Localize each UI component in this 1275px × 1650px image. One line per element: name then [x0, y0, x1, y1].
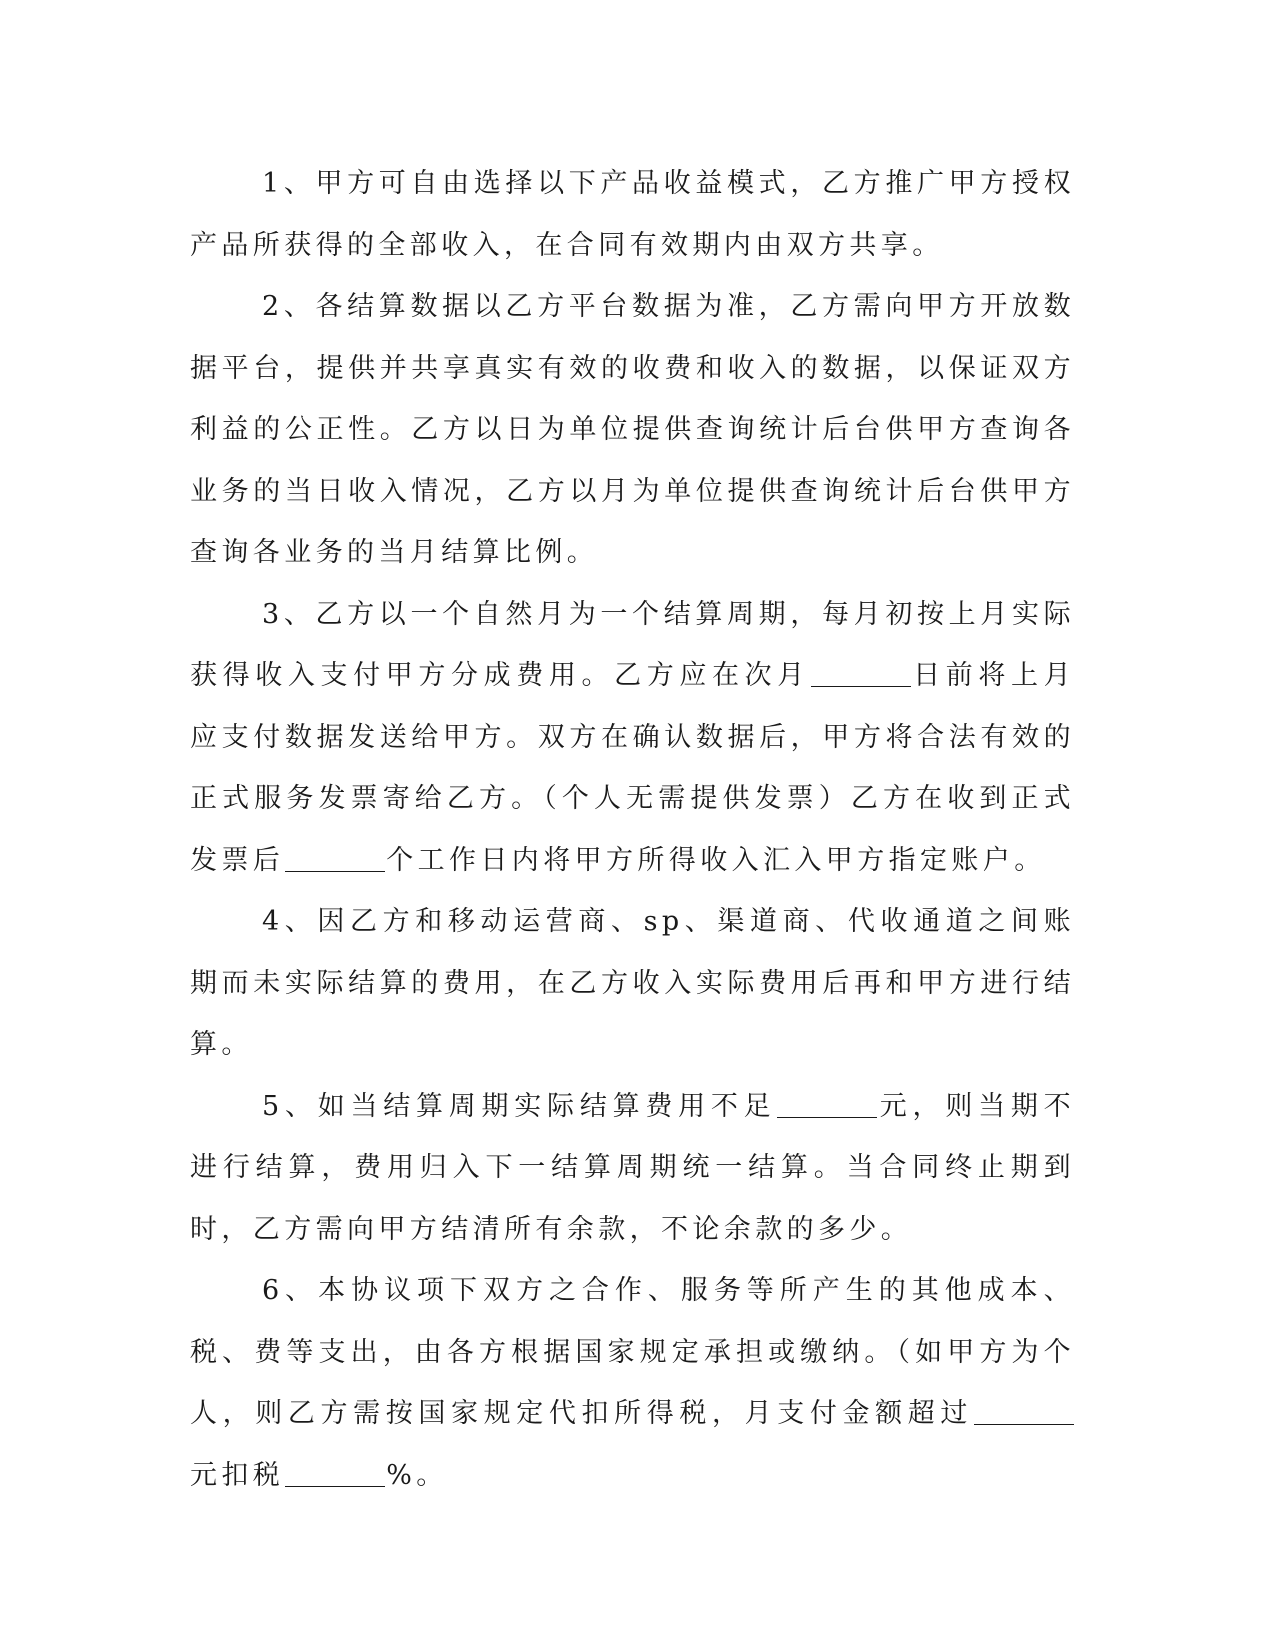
fill-in-blank: [285, 1484, 385, 1487]
clause-text: 元，则当期不进行结算，费用归入下一结算周期统一结算。当合同终止期到时，乙方需向甲方结清所有余款，不论余款的多少。: [190, 1090, 1076, 1245]
clause-text: %。: [386, 1459, 448, 1491]
clause-2: [190, 276, 1075, 584]
fill-in-blank: [811, 684, 911, 687]
clause-text: 1、甲方可自由选择以下产品收益模式，乙方推广甲方授权产品所获得的全部收入，在合同有效期内由双方共享。: [190, 168, 1075, 261]
clause-text: 2、各结算数据以乙方平台数据为准，乙方需向甲方开放数据平台，提供并共享真实有效的收费和收入的数据，以保证双方利益的公正性。乙方以日为单位提供查询统计后台供甲方查询各业务的当日收入情况，乙方以月为单位提供查询统计后台供甲方查询各业务的当月结算比例。: [190, 291, 1075, 568]
clause-text: 3、乙方以一个自然月为一个结算周期，每月初按上月实际获得收入支付甲方分成费用。乙方应在次月: [190, 598, 1075, 691]
clause-text: 5、如当结算周期实际结算费用不足: [262, 1090, 777, 1122]
clause-1: [190, 153, 1075, 276]
clause-text: 6、本协议项下双方之合作、服务等所产生的其他成本、税、费等支出，由各方根据国家规定承担或缴纳。（如甲方为个人，则乙方需按国家规定代扣所得税，月支付金额超过: [190, 1275, 1075, 1429]
clause-3: [190, 584, 1075, 892]
clause-6: [190, 1260, 1075, 1506]
clause-text: 个工作日内将甲方所得收入汇入甲方指定账户。: [386, 844, 1046, 876]
clause-text: 4、因乙方和移动运营商、sp、渠道商、代收通道之间账期而未实际结算的费用，在乙方收入实际费用后再和甲方进行结算。: [190, 906, 1075, 1060]
fill-in-blank: [974, 1422, 1074, 1425]
clause-5: [190, 1076, 1075, 1261]
document-body: [190, 153, 1075, 1506]
clause-text: 日前将上月应支付数据发送给甲方。双方在确认数据后，甲方将合法有效的正式服务发票寄给乙方。（个人无需提供发票）乙方在收到正式发票后: [190, 660, 1075, 876]
fill-in-blank: [285, 869, 385, 872]
clause-text: 元扣税: [190, 1459, 285, 1491]
clause-4: [190, 891, 1075, 1076]
fill-in-blank: [777, 1115, 877, 1118]
